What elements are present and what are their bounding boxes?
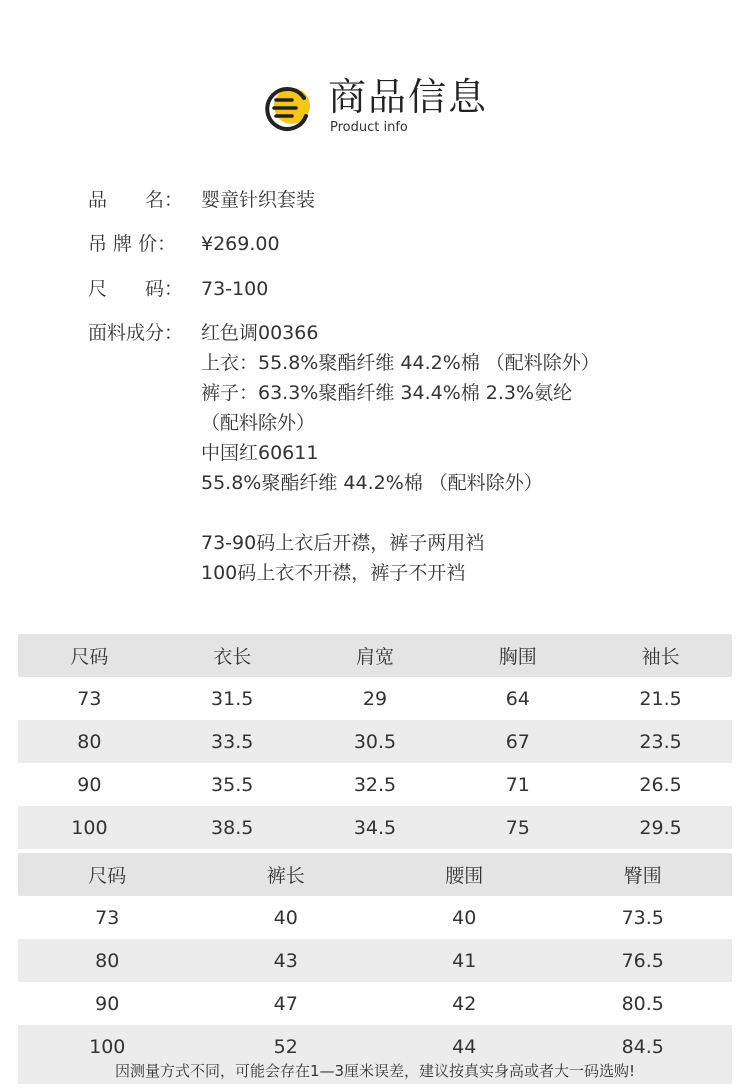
table-cell: 42	[452, 992, 477, 1015]
fabric-line: 裤子：63.3%聚酯纤维 34.4%棉 2.3%氨纶	[201, 382, 573, 404]
fabric-line: （配料除外）	[201, 412, 316, 434]
page-title: 商品信息	[328, 75, 489, 119]
table-row	[18, 763, 732, 806]
table-cell: 44	[452, 1035, 477, 1058]
fabric-composition	[201, 318, 600, 498]
table-cell: 40	[452, 906, 477, 929]
fabric-line: 中国红60611	[201, 442, 319, 464]
table-cell: 41	[452, 949, 477, 972]
product-info-icon	[262, 82, 314, 134]
column-header: 衣长	[213, 646, 252, 668]
table-row	[18, 939, 732, 982]
size-value: 73-100	[201, 278, 269, 300]
table-cell: 32.5	[353, 773, 397, 796]
pants-size-table	[18, 853, 732, 1068]
table-cell: 35.5	[211, 773, 254, 796]
table-cell: 73	[77, 687, 102, 710]
table-cell: 47	[273, 992, 298, 1015]
table-cell: 80	[95, 949, 120, 972]
name-label: 品 名：	[88, 189, 184, 211]
size-label: 尺 码：	[88, 278, 184, 300]
table-cell: 21.5	[639, 687, 682, 710]
table-cell: 73.5	[621, 906, 664, 929]
table-row	[18, 720, 732, 763]
table-cell: 34.5	[353, 816, 397, 839]
section-header	[0, 68, 750, 148]
table-cell: 100	[71, 816, 108, 839]
fabric-label: 面料成分：	[88, 322, 184, 344]
fabric-line: 55.8%聚酯纤维 44.2%棉 （配料除外）	[201, 472, 543, 494]
table-cell: 90	[77, 773, 102, 796]
table-cell: 52	[273, 1035, 298, 1058]
measurement-footnote: 因测量方式不同，可能会存在1—3厘米误差，建议按真实身高或者大一码选购!	[18, 1058, 732, 1084]
column-header: 尺码	[70, 646, 109, 668]
table-cell: 84.5	[621, 1035, 664, 1058]
fabric-line: 红色调00366	[201, 322, 319, 344]
table-header-row	[18, 634, 732, 677]
note-line: 100码上衣不开襟，裤子不开裆	[201, 562, 466, 584]
table-row	[18, 677, 732, 720]
table-cell: 73	[95, 906, 120, 929]
table-cell: 64	[505, 687, 530, 710]
note-line: 73-90码上衣后开襟，裤子两用裆	[201, 532, 485, 554]
table-row	[18, 896, 732, 939]
table-cell: 80	[77, 730, 102, 753]
table-row	[18, 806, 732, 849]
table-cell: 31.5	[211, 687, 254, 710]
page-subtitle: Product info	[330, 120, 408, 135]
price-label: 吊 牌 价：	[88, 233, 177, 255]
table-cell: 75	[505, 816, 530, 839]
table-cell: 43	[273, 949, 298, 972]
column-header: 肩宽	[355, 646, 394, 668]
opening-notes	[201, 528, 484, 588]
table-cell: 26.5	[639, 773, 682, 796]
table-cell: 29	[362, 687, 388, 710]
top-size-table	[18, 634, 732, 849]
table-cell: 80.5	[621, 992, 664, 1015]
table-cell: 30.5	[353, 730, 397, 753]
column-header: 袖长	[641, 646, 680, 668]
column-header: 胸围	[498, 646, 537, 668]
table-cell: 67	[505, 730, 530, 753]
table-cell: 33.5	[211, 730, 254, 753]
table-cell: 100	[89, 1035, 126, 1058]
table-row	[18, 982, 732, 1025]
column-header: 裤长	[266, 865, 305, 887]
name-value: 婴童针织套装	[201, 189, 316, 211]
table-cell: 29.5	[639, 816, 682, 839]
fabric-line: 上衣：55.8%聚酯纤维 44.2%棉 （配料除外）	[201, 352, 600, 374]
table-cell: 76.5	[621, 949, 664, 972]
column-header: 臀围	[623, 865, 662, 887]
table-cell: 71	[505, 773, 530, 796]
column-header: 腰围	[445, 865, 484, 887]
table-cell: 38.5	[211, 816, 254, 839]
column-header: 尺码	[88, 865, 127, 887]
price-value: ¥269.00	[201, 233, 280, 255]
table-cell: 23.5	[639, 730, 682, 753]
table-cell: 40	[273, 906, 298, 929]
table-cell: 90	[95, 992, 120, 1015]
table-header-row	[18, 853, 732, 896]
